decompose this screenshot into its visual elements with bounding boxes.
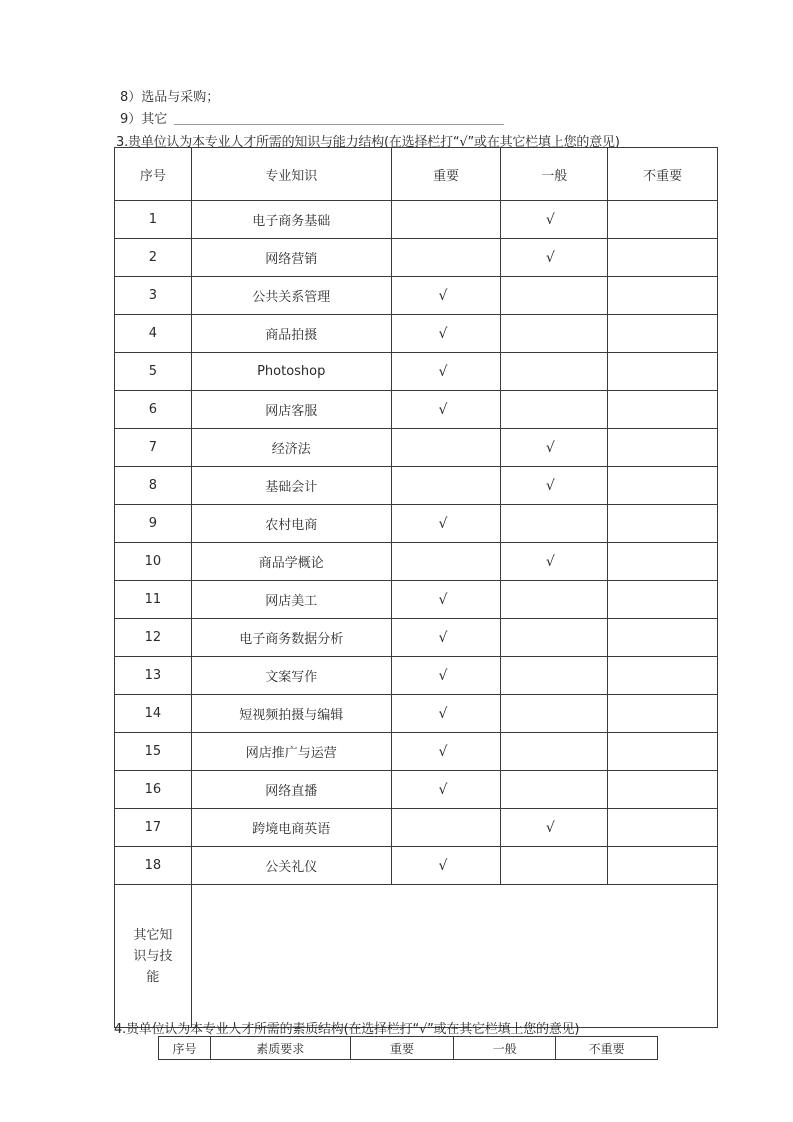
row-no: 7	[115, 429, 192, 467]
row-unimportant-cell[interactable]	[608, 201, 718, 239]
row-item: Photoshop	[191, 353, 391, 391]
row-unimportant-cell[interactable]	[608, 657, 718, 695]
row-unimportant-cell[interactable]	[608, 771, 718, 809]
row-general-cell[interactable]: √	[501, 201, 608, 239]
table-row	[115, 619, 718, 657]
q-header-general: 一般	[454, 1037, 556, 1060]
q-header-important: 重要	[350, 1037, 454, 1060]
row-general-cell[interactable]: √	[501, 429, 608, 467]
row-general-cell[interactable]: √	[501, 239, 608, 277]
header-important: 重要	[391, 148, 501, 201]
table-row	[115, 733, 718, 771]
row-important-cell[interactable]	[391, 467, 501, 505]
table-row	[115, 847, 718, 885]
row-important-cell[interactable]: √	[391, 657, 501, 695]
intro-item-8: 8）选品与采购；	[120, 90, 220, 105]
row-no: 3	[115, 277, 192, 315]
q-header-no: 序号	[159, 1037, 211, 1060]
row-important-cell[interactable]: √	[391, 847, 501, 885]
table-row	[115, 277, 718, 315]
row-unimportant-cell[interactable]	[608, 277, 718, 315]
row-general-cell[interactable]: √	[501, 467, 608, 505]
other-blank-line[interactable]	[174, 124, 504, 125]
row-important-cell[interactable]: √	[391, 581, 501, 619]
row-important-cell[interactable]	[391, 201, 501, 239]
table-row	[115, 391, 718, 429]
row-item: 商品学概论	[191, 543, 391, 581]
row-important-cell[interactable]: √	[391, 353, 501, 391]
intro-item-9: 9）其它	[120, 112, 168, 127]
row-general-cell[interactable]	[501, 315, 608, 353]
row-general-cell[interactable]	[501, 619, 608, 657]
row-important-cell[interactable]: √	[391, 771, 501, 809]
other-knowledge-row	[115, 885, 718, 1028]
row-unimportant-cell[interactable]	[608, 391, 718, 429]
row-item: 电子商务基础	[191, 201, 391, 239]
row-unimportant-cell[interactable]	[608, 543, 718, 581]
q-header-item: 素质要求	[210, 1037, 350, 1060]
row-item: 网络直播	[191, 771, 391, 809]
row-unimportant-cell[interactable]	[608, 353, 718, 391]
row-general-cell[interactable]	[501, 733, 608, 771]
other-knowledge-input[interactable]	[191, 885, 717, 1028]
row-general-cell[interactable]	[501, 391, 608, 429]
row-unimportant-cell[interactable]	[608, 429, 718, 467]
other-label-line: 其它知	[133, 927, 173, 943]
table-row	[115, 505, 718, 543]
header-item: 专业知识	[191, 148, 391, 201]
row-general-cell[interactable]: √	[501, 543, 608, 581]
row-general-cell[interactable]	[501, 353, 608, 391]
row-unimportant-cell[interactable]	[608, 847, 718, 885]
quality-header-row	[159, 1037, 658, 1060]
header-unimportant: 不重要	[608, 148, 718, 201]
row-no: 18	[115, 847, 192, 885]
table-row	[115, 809, 718, 847]
row-important-cell[interactable]: √	[391, 505, 501, 543]
row-item: 文案写作	[191, 657, 391, 695]
q-header-unimportant: 不重要	[556, 1037, 658, 1060]
row-item: 跨境电商英语	[191, 809, 391, 847]
section4-title: 4.贵单位认为本专业人才所需的素质结构(在选择栏打“√”或在其它栏填上您的意见)	[114, 1022, 580, 1037]
row-general-cell[interactable]	[501, 847, 608, 885]
header-no: 序号	[115, 148, 192, 201]
table-row	[115, 239, 718, 277]
row-no: 8	[115, 467, 192, 505]
row-no: 17	[115, 809, 192, 847]
row-no: 6	[115, 391, 192, 429]
row-no: 16	[115, 771, 192, 809]
row-important-cell[interactable]: √	[391, 733, 501, 771]
row-item: 网店客服	[191, 391, 391, 429]
row-item: 网店推广与运营	[191, 733, 391, 771]
table-row	[115, 543, 718, 581]
row-item: 网络营销	[191, 239, 391, 277]
row-unimportant-cell[interactable]	[608, 467, 718, 505]
row-important-cell[interactable]: √	[391, 619, 501, 657]
row-important-cell[interactable]: √	[391, 695, 501, 733]
row-unimportant-cell[interactable]	[608, 505, 718, 543]
row-no: 10	[115, 543, 192, 581]
section3-title: 3.贵单位认为本专业人才所需的知识与能力结构(在选择栏打“√”或在其它栏填上您的意见)	[116, 135, 620, 150]
row-item: 电子商务数据分析	[191, 619, 391, 657]
row-item: 农村电商	[191, 505, 391, 543]
row-unimportant-cell[interactable]	[608, 695, 718, 733]
row-no: 1	[115, 201, 192, 239]
row-important-cell[interactable]: √	[391, 277, 501, 315]
row-unimportant-cell[interactable]	[608, 581, 718, 619]
row-important-cell[interactable]: √	[391, 315, 501, 353]
row-important-cell[interactable]	[391, 809, 501, 847]
table-row	[115, 771, 718, 809]
row-item: 网店美工	[191, 581, 391, 619]
row-item: 基础会计	[191, 467, 391, 505]
table-row	[115, 429, 718, 467]
row-general-cell[interactable]	[501, 581, 608, 619]
row-no: 9	[115, 505, 192, 543]
row-no: 15	[115, 733, 192, 771]
row-item: 经济法	[191, 429, 391, 467]
row-item: 公共关系管理	[191, 277, 391, 315]
other-knowledge-label	[115, 885, 192, 1028]
table-header-row	[115, 148, 718, 201]
row-no: 2	[115, 239, 192, 277]
row-no: 5	[115, 353, 192, 391]
row-general-cell[interactable]: √	[501, 809, 608, 847]
row-no: 11	[115, 581, 192, 619]
row-general-cell[interactable]	[501, 277, 608, 315]
table-row	[115, 353, 718, 391]
row-important-cell[interactable]	[391, 543, 501, 581]
row-no: 12	[115, 619, 192, 657]
table-row	[115, 315, 718, 353]
row-important-cell[interactable]	[391, 239, 501, 277]
table-row	[115, 695, 718, 733]
row-unimportant-cell[interactable]	[608, 239, 718, 277]
row-no: 14	[115, 695, 192, 733]
knowledge-table	[114, 147, 718, 1028]
other-label-line: 能	[146, 969, 160, 985]
other-label-line: 识与技	[133, 948, 173, 964]
row-no: 13	[115, 657, 192, 695]
row-general-cell[interactable]	[501, 695, 608, 733]
row-general-cell[interactable]	[501, 505, 608, 543]
table-row	[115, 657, 718, 695]
row-item: 短视频拍摄与编辑	[191, 695, 391, 733]
row-unimportant-cell[interactable]	[608, 315, 718, 353]
table-row	[115, 201, 718, 239]
header-general: 一般	[501, 148, 608, 201]
quality-table	[158, 1036, 658, 1060]
row-item: 公关礼仪	[191, 847, 391, 885]
row-unimportant-cell[interactable]	[608, 733, 718, 771]
row-general-cell[interactable]	[501, 771, 608, 809]
row-no: 4	[115, 315, 192, 353]
row-important-cell[interactable]: √	[391, 391, 501, 429]
row-item: 商品拍摄	[191, 315, 391, 353]
row-unimportant-cell[interactable]	[608, 619, 718, 657]
table-row	[115, 467, 718, 505]
table-row	[115, 581, 718, 619]
row-general-cell[interactable]	[501, 657, 608, 695]
row-unimportant-cell[interactable]	[608, 809, 718, 847]
row-important-cell[interactable]	[391, 429, 501, 467]
